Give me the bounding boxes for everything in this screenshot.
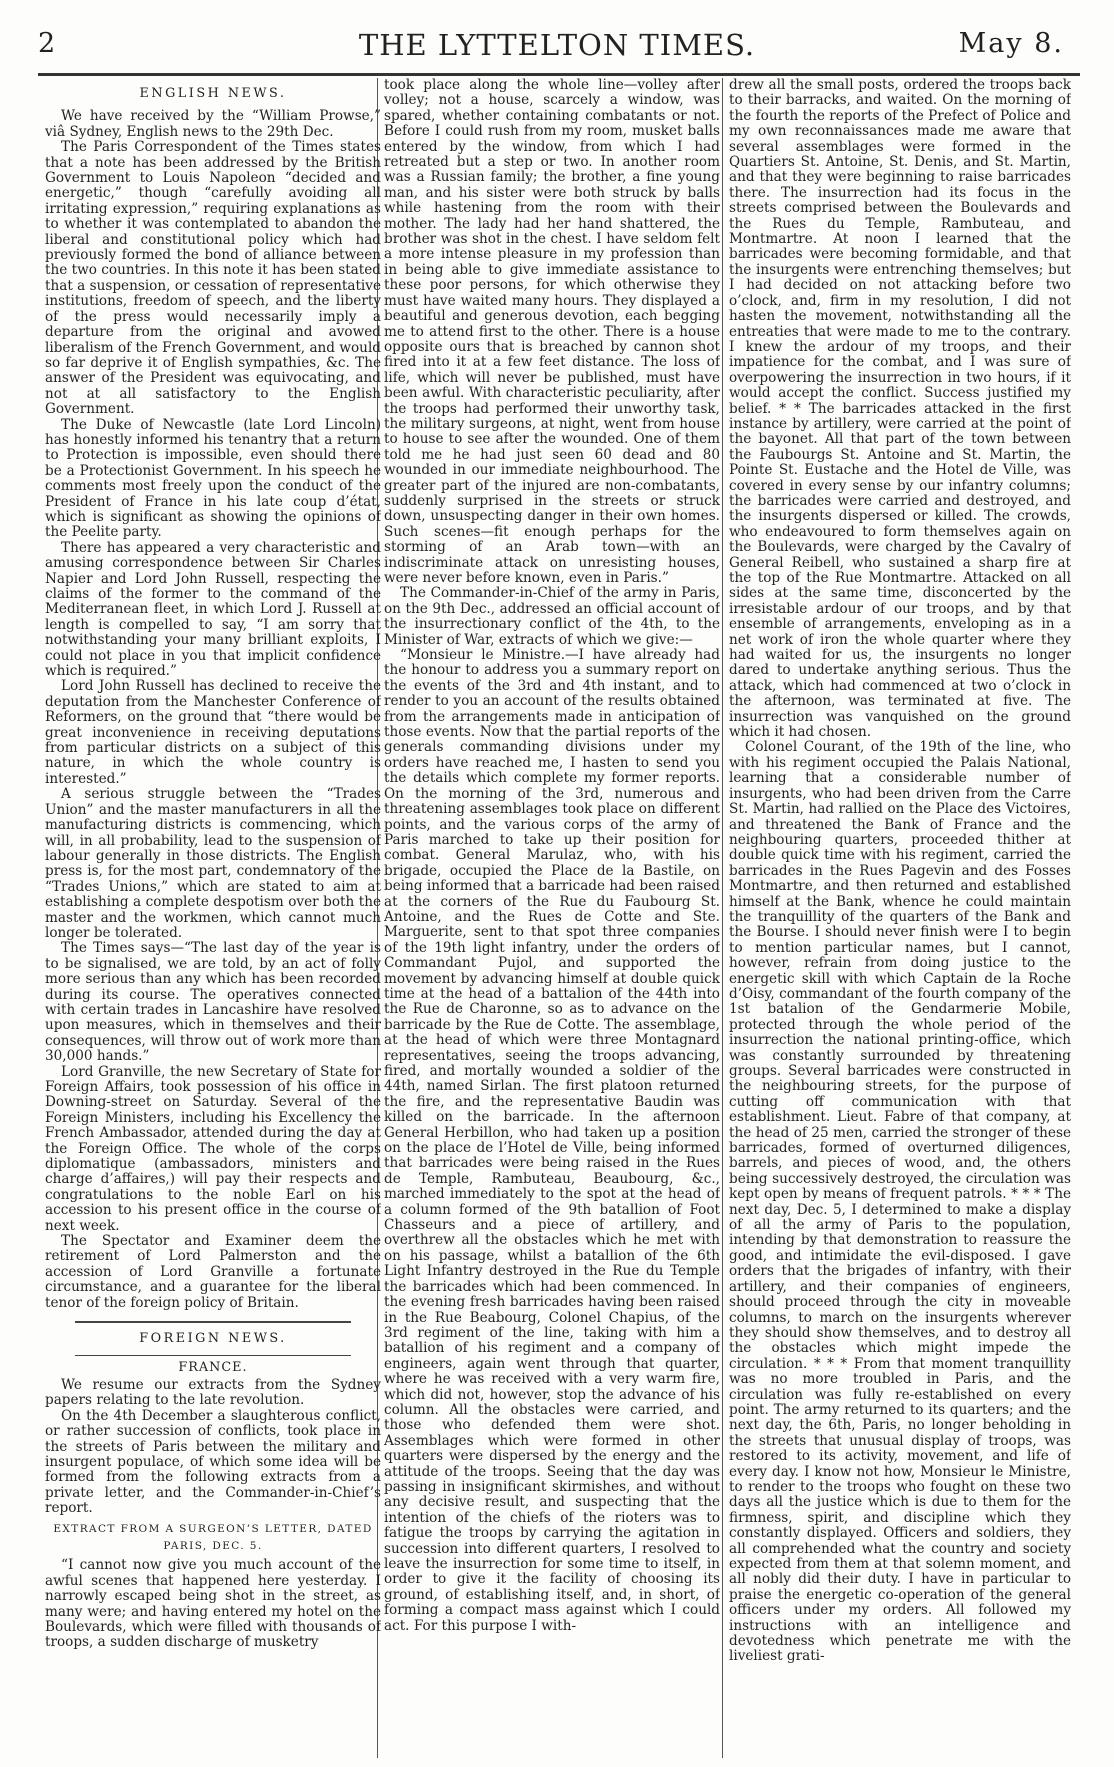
article-paragraph: The Paris Correspondent of the Times states that a note has been addressed by the British Government to Louis Napoleon “decided and energetic,” though “carefully avoiding all irritating expression,” requiring explanations as to whether it was contemplated to abandon the liberal and constitutional policy which had previously formed the bond of alliance between the two countries. In this note it has been stated that a suspension, or cessation of representative institutions, freedom of speech, and the liberty of the press would necessarily imply a departure from the original and avowed liberalism of the French Government, and would so far deprive it of English sympathies, &c. The answer of the President was equivocating, and not at all satisfactory to the English Government. [45,139,381,418]
article-paragraph: A serious struggle between the “Trades Union” and the master manufacturers in all the manufacturing districts is commencing, which will, in all probability, lead to the suspension of labour generally in those districts. The English press is, for the most part, condemnatory of the “Trades Unions,” which are stated to aim at establishing a complete despotism over both the master and the workmen, which cannot much longer be tolerated. [45,786,381,941]
article-paragraph: There has appeared a very characteristic and amusing correspondence between Sir Charles Napier and Lord John Russell, respecting the claims of the former to the command of the Mediterranean fleet, in which Lord J. Russell at length is compelled to say, “I am sorry that notwithstanding your many brilliant exploits, I could not place in you that implicit confidence which is required.” [45,539,381,680]
column-1 [45,78,381,1763]
article-paragraph: took place along the whole line—volley after volley; not a house, scarcely a window, was spared, whether containing combatants or not. Before I could rush from my room, musket balls entered by the window, from which I had retreated but a step or two. In another room was a Russian family; the brother, a fine young man, and his sister were both struck by balls while hastening from the room with their mother. The lady had her hand shattered, the brother was shot in the chest. I have seldom felt a more intense pleasure in my profession than in being able to give immediate assistance to these poor persons, for which otherwise they must have waited many hours. They displayed a beautiful and generous devotion, each begging me to attend first to the other. There is a house opposite ours that is breached by cannon shot fired into it at a few feet distance. The loss of life, which will never be published, must have been awful. With characteristic peculiarity, after the troops had performed their unworthy task, the military surgeons, at night, went from house to house to see after the wounded. One of them told me he had just seen 60 dead and 80 wounded in our immediate neighbourhood. The greater part of the injured are non-combatants, suddenly surprised in the streets or struck down, unsuspecting danger in their own homes. Such scenes—fit enough perhaps for the storming of an Arab town—with an indiscriminate attack on unresisting houses, were never before known, even in Paris.” [384,78,720,586]
section-heading-english: ENGLISH NEWS. [139,86,287,101]
section-rule [75,1355,351,1356]
column-divider [722,78,723,1758]
article-paragraph: “Monsieur le Ministre.—I have already had the honour to address you a summary report on the events of the 3rd and 4th instant, and to render to you an account of the results obtained from the arrangements made in anticipation of those events. Now that the partial reports of the generals commanding divisions under my orders have reached me, I hasten to send you the details which complete my former reports. On the morning of the 3rd, numerous and threatening assemblages took place on different points, and the various corps of the army of Paris marched to take up their position for combat. General Marulaz, who, with his brigade, occupied the Place de la Bastile, on being informed that a barricade had been raised at the corners of the Rue du Faubourg St. Antoine, and the Rues de Cotte and Ste. Marguerite, sent to that spot three companies of the 19th light infantry, under the orders of Commandant Pujol, and supported the movement by advancing himself at double quick time at the head of a battalion of the 44th into the Rue de Charonne, so as to advance on the barricade by the Rue de Cotte. The assemblage, at the head of which were three Montagnard representatives, seeing the troops advancing, fired, and mortally wounded a soldier of the 44th, named Sirlan. The first platoon returned the fire, and the representative Baudin was killed on the barricade. In the afternoon General Herbillon, who had taken up a position on the place de l’Hotel de Ville, being informed that barricades were being raised in the Rues de Temple, Rambuteau, Beaubourg, &c., marched immediately to the spot at the head of a column formed of the 9th batallion of Foot Chasseurs and a piece of artillery, and overthrew all the obstacles which he met with on his passage, whilst a batallion of the 6th Light Infantry destroyed in the Rue du Temple the barricades which had been commenced. In the evening fresh barricades having been raised in the Rue Beabourg, Colonel Chapius, of the 3rd regiment of the line, taking with him a batallion of his regiment and a company of engineers, again went through that quarter, where he was received with a very warm fire, which did not, however, stop the advance of his column. All the obstacles were carried, and those who defended them were shot. Assemblages which were formed in other quarters were dispersed by the energy and the attitude of the troops. Seeing that the day was passing in insignificant skirmishes, and without any decisive result, and suspecting that the intention of the chiefs of the rioters was to fatigue the troops by carrying the agitation in succession into different quarters, I resolved to leave the insurrection for some time to itself, in order to give it the facility of choosing its ground, of establishing itself, and, in short, of forming a compact mass against which I could act. For this purpose I with- [384,647,720,1634]
page-number: 2 [38,28,56,59]
section-rule [75,1321,351,1323]
article-paragraph: The Times says—“The last day of the year is to be signalised, we are told, by an act of folly more serious than any which has been recorded during its course. The operatives connected with certain trades in Lancashire have resolved upon measures, which in themselves and their consequences, will throw out of work more than 30,000 hands.” [45,940,381,1065]
section-heading-foreign: FOREIGN NEWS. [139,1331,287,1347]
article-paragraph: Colonel Courant, of the 19th of the line, who with his regiment occupied the Palais National, learning that a considerable number of insurgents, who had been driven from the Carre St. Martin, had rallied on the Place des Victoires, and threatened the Bank of France and the neighbouring quarters, proceeded thither at double quick time with his regiment, carried the barricades in the Rues Pagevin and des Fosses Montmartre, and then returned and established himself at the Bank, whence he could maintain the tranquillity of the quarters of the Bank and the Bourse. I should never finish were I to begin to mention particular names, but I cannot, however, refrain from doing justice to the energetic skill with which Captain de la Roche d’Oisy, commandant of the fourth company of the 1st batalion of the Gendarmerie Mobile, protected through the whole period of the insurrection the national printing-office, which was constantly surrounded by threatening groups. Several barricades were constructed in the neighbouring streets, for the purpose of cutting off communication with that establishment. Lieut. Fabre of that company, at the head of 25 men, carried the stronger of these barricades, formed of overturned diligences, barrels, and pieces of wood, and, the others being successively destroyed, the circulation was kept open by means of frequent patrols. * * * The next day, Dec. 5, I determined to make a display of all the army of Paris to the population, intending by that demonstration to reassure the good, and intimidate the evil-disposed. I gave orders that the brigades of infantry, with their artillery, and their companies of engineers, should proceed through the city in moveable columns, to march on the insurgents wherever they should show themselves, and to destroy all the obstacles which might impede the circulation. * * * From that moment tranquillity was no more troubled in Paris, and the circulation was fully re-established on every point. The army returned to its quarters; and the next day, the 6th, Paris, no longer beholding in the streets that unusual display of troops, was restored to its activity, movement, and life of every day. I know not how, Monsieur le Ministre, to render to the troops who fought on these two days all the justice which is due to them for the firmness, spirit, and discipline which they constantly displayed. Officers and soldiers, they all comprehended what the country and society expected from them at that solemn moment, and all nobly did their duty. I have in particular to praise the energetic co-operation of the general officers under my orders. All followed my instructions with an intelligence and devotedness which penetrate me with the liveliest grati- [729,739,1071,1665]
issue-date: May 8. [958,28,1064,59]
article-paragraph: The Commander-in-Chief of the army in Paris, on the 9th Dec., addressed an official account of the insurrectionary conflict of the 4th, to the Minister of War, extracts of which we give:— [384,585,720,648]
article-paragraph: The Spectator and Examiner deem the retirement of Lord Palmerston and the accession of Lord Granville a fortunate circumstance, and a guarantee for the liberal tenor of the foreign policy of Britain. [45,1233,381,1311]
extract-heading: EXTRACT FROM A SURGEON’S LETTER, DATED [53,1522,373,1535]
article-paragraph: “I cannot now give you much account of the awful scenes that happened here yesterday. I narrowly escaped being shot in the street, as many were; and having entered my hotel on the Boulevards, which were filled with thousands of troops, a sudden discharge of musketry [45,1557,381,1651]
article-paragraph: The Duke of Newcastle (late Lord Lincoln) has honestly informed his tenantry that a return to Protection is impossible, even should there be a Protectionist Government. In his speech he comments most freely upon the conduct of the President of France in his late coup d’état, which is significant as showing the opinions of the Peelite party. [45,416,381,541]
extract-dateline: PARIS, DEC. 5. [163,1539,263,1552]
article-paragraph: Lord John Russell has declined to receive the deputation from the Manchester Conference of Reformers, on the ground that “there would be great inconvenience in receiving deputations from particular districts on a subject of this nature, in which the whole country is interested.” [45,678,381,787]
article-paragraph: drew all the small posts, ordered the troops back to their barracks, and waited. On the morning of the fourth the reports of the Prefect of Police and my own reconnaissances made me aware that several assemblages were formed in the Quartiers St. Antoine, St. Denis, and St. Martin, and that they were beginning to raise barricades there. The insurrection had its focus in the streets comprised between the Boulevards and the Rues du Temple, Rambuteau, and Montmartre. At noon I learned that the barricades were becoming formidable, and that the insurgents were entrenching themselves; but I had decided on not attacking before two o’clock, and, firm in my resolution, I did not hasten the movement, notwithstanding all the entreaties that were made to me to the contrary. I knew the ardour of my troops, and their impatience for the combat, and I was sure of overpowering the insurrection in two hours, if it would accept the conflict. Success justified my belief. * * The barricades attacked in the first instance by artillery, were carried at the point of the bayonet. All that part of the town between the Faubourgs St. Antoine and St. Martin, the Pointe St. Eustache and the Hotel de Ville, was covered in every sense by our infantry columns; the barricades were carried and destroyed, and the insurgents dispersed or killed. The crowds, who endeavoured to form themselves again on the Boulevards, were charged by the Cavalry of General Reibell, who sustained a sharp fire at the top of the Rue Montmartre. Attacked on all sides at the same time, disconcerted by the irresistable ardour of our troops, and by that ensemble of arrangements, enveloping as in a net work of iron the whole quarter where they had waited for us, the insurgents no longer dared to undertake anything serious. Thus the attack, which had commenced at two o’clock in the afternoon, was terminated at five. The insurrection was vanquished on the ground which it had chosen. [729,78,1071,741]
masthead [32,28,1082,72]
newspaper-title: THE LYTTELTON TIMES. [358,28,756,62]
article-paragraph: Lord Granville, the new Secretary of State for Foreign Affairs, took possession of his office in Downing-street on Saturday. Several of the Foreign Ministers, including his Excellency the French Ambassador, attended during the day at the Foreign Office. The whole of the corps diplomatique (ambassadors, ministers and charge d’affaires,) will pay their respects and congratulations to the noble Earl on his accession to his present office in the course of next week. [45,1063,381,1234]
subheading-france: FRANCE. [178,1359,248,1375]
article-paragraph: We resume our extracts from the Sydney papers relating to the late revolution. [45,1376,381,1409]
column-2 [384,78,720,1763]
masthead-rule [38,73,1080,76]
article-paragraph: We have received by the “William Prowse,” viâ Sydney, English news to the 29th Dec. [45,108,381,140]
article-paragraph: On the 4th December a slaughterous conflict, or rather succession of conflicts, took place in the streets of Paris between the military and insurgent populace, of which some idea will be formed from the following extracts from a private letter, and the Commander-in-Chief’s report. [45,1407,381,1517]
column-3 [729,78,1071,1763]
